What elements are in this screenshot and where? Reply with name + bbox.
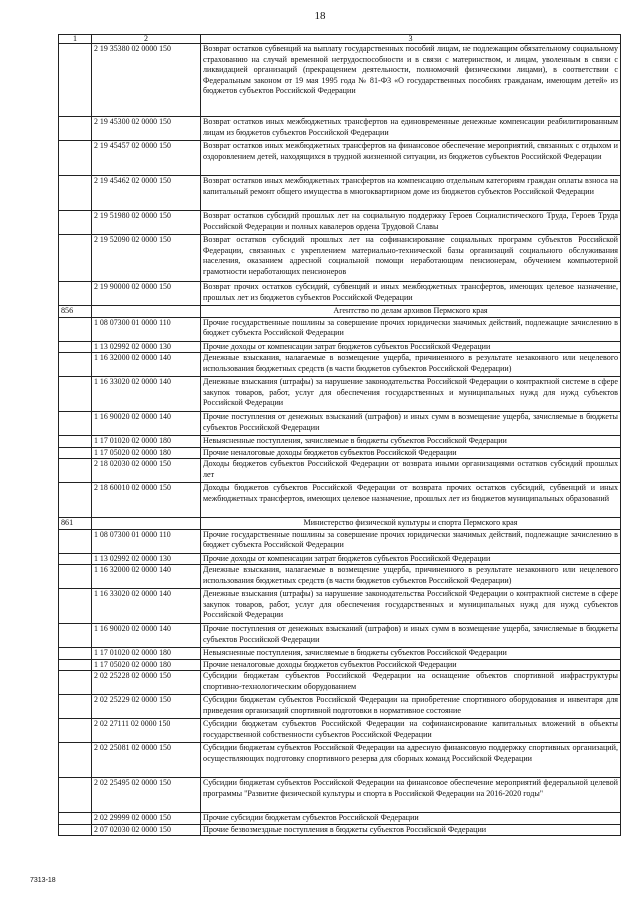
admin-code-cell: 856 xyxy=(59,306,92,318)
admin-code-cell xyxy=(59,447,92,459)
revenue-code-cell: 2 19 90000 02 0000 150 xyxy=(92,282,201,306)
admin-code-cell xyxy=(59,282,92,306)
table-row xyxy=(59,412,621,436)
revenue-description-cell: Субсидии бюджетам субъектов Российской Федерации на оснащение объектов спортивной инфраструктуры спортивно-технологическим оборудованием xyxy=(201,671,621,695)
revenue-description-cell: Денежные взыскания, налагаемые в возмещение ущерба, причиненного в результате незаконного или нецелевого использования бюджетных средств (в части бюджетов субъектов Российской Федерации) xyxy=(201,565,621,589)
revenue-description-cell: Возврат остатков иных межбюджетных трансфертов на единовременные денежные компенсации реабилитированным лицам из бюджетов субъектов Российской Федерации xyxy=(201,117,621,141)
admin-code-cell xyxy=(59,778,92,813)
revenue-code-cell: 2 19 35380 02 0000 150 xyxy=(92,44,201,117)
admin-code-cell xyxy=(59,141,92,176)
revenue-code-cell: 2 02 25228 02 0000 150 xyxy=(92,671,201,695)
revenue-code-cell xyxy=(92,518,201,530)
admin-code-cell xyxy=(59,529,92,553)
revenue-description-cell: Прочие неналоговые доходы бюджетов субъектов Российской Федерации xyxy=(201,447,621,459)
revenue-code-cell: 1 16 33020 02 0000 140 xyxy=(92,377,201,412)
revenue-description-cell: Прочие государственные пошлины за совершение прочих юридически значимых действий, подлежащие зачислению в бюджет субъекта Российской Федерации xyxy=(201,317,621,341)
admin-code-cell xyxy=(59,589,92,624)
admin-code-cell xyxy=(59,317,92,341)
table-row xyxy=(59,813,621,825)
revenue-code-cell: 1 13 02992 02 0000 130 xyxy=(92,553,201,565)
revenue-description-cell: Денежные взыскания (штрафы) за нарушение законодательства Российской Федерации о контрактной системе в сфере закупок товаров, работ, услуг для обеспечения государственных и муниципальных нужд для нужд субъектов Российской Федерации xyxy=(201,589,621,624)
admin-code-cell xyxy=(59,341,92,353)
table-row xyxy=(59,483,621,518)
revenue-description-cell: Невыясненные поступления, зачисляемые в бюджеты субъектов Российской Федерации xyxy=(201,436,621,448)
revenue-code-cell: 1 08 07300 01 0000 110 xyxy=(92,317,201,341)
table-row xyxy=(59,353,621,377)
admin-code-cell xyxy=(59,377,92,412)
revenue-description-cell: Прочие доходы от компенсации затрат бюджетов субъектов Российской Федерации xyxy=(201,553,621,565)
revenue-description-cell: Прочие безвозмездные поступления в бюджеты субъектов Российской Федерации xyxy=(201,824,621,836)
revenue-description-cell: Прочие субсидии бюджетам субъектов Российской Федерации xyxy=(201,813,621,825)
table-row xyxy=(59,44,621,117)
revenue-code-cell: 2 02 25081 02 0000 150 xyxy=(92,743,201,778)
revenue-description-cell: Прочие доходы от компенсации затрат бюджетов субъектов Российской Федерации xyxy=(201,341,621,353)
table-header-row xyxy=(59,35,621,44)
header-col-1: 1 xyxy=(59,35,92,44)
table-row xyxy=(59,824,621,836)
admin-code-cell xyxy=(59,824,92,836)
admin-code-cell xyxy=(59,353,92,377)
admin-code-cell xyxy=(59,44,92,117)
table-row xyxy=(59,447,621,459)
revenue-code-cell: 2 19 45300 02 0000 150 xyxy=(92,117,201,141)
admin-code-cell xyxy=(59,412,92,436)
revenue-description-cell: Денежные взыскания (штрафы) за нарушение законодательства Российской Федерации о контрактной системе в сфере закупок товаров, работ, услуг для обеспечения государственных и муниципальных нужд для нужд субъектов Российской Федерации xyxy=(201,377,621,412)
revenue-code-cell: 1 16 90020 02 0000 140 xyxy=(92,412,201,436)
admin-code-cell xyxy=(59,211,92,235)
revenue-description-cell: Субсидии бюджетам субъектов Российской Федерации на финансовое обеспечение мероприятий федеральной целевой программы "Развитие физической культуры и спорта в Российской Федерации на 2016-2020 годы" xyxy=(201,778,621,813)
revenue-code-cell: 2 19 45457 02 0000 150 xyxy=(92,141,201,176)
revenue-code-cell: 2 19 51980 02 0000 150 xyxy=(92,211,201,235)
admin-code-cell xyxy=(59,719,92,743)
revenue-code-cell: 2 18 02030 02 0000 150 xyxy=(92,459,201,483)
revenue-code-cell: 1 17 05020 02 0000 180 xyxy=(92,659,201,671)
revenue-description-cell: Субсидии бюджетам субъектов Российской Федерации на софинансирование капитальных вложений в объекты государственной собственности субъектов Российской Федерации xyxy=(201,719,621,743)
revenue-codes-table xyxy=(58,34,621,836)
admin-code-cell xyxy=(59,648,92,660)
revenue-description-cell: Невыясненные поступления, зачисляемые в бюджеты субъектов Российской Федерации xyxy=(201,648,621,660)
revenue-code-cell xyxy=(92,306,201,318)
admin-code-cell xyxy=(59,176,92,211)
revenue-description-cell: Денежные взыскания, налагаемые в возмещение ущерба, причиненного в результате незаконного или нецелевого использования бюджетных средств (в части бюджетов субъектов Российской Федерации) xyxy=(201,353,621,377)
header-col-2: 2 xyxy=(92,35,201,44)
revenue-code-cell: 2 02 27111 02 0000 150 xyxy=(92,719,201,743)
revenue-code-cell: 1 13 02992 02 0000 130 xyxy=(92,341,201,353)
section-title-cell: Агентство по делам архивов Пермского края xyxy=(201,306,621,318)
revenue-code-cell: 2 18 60010 02 0000 150 xyxy=(92,483,201,518)
table-row xyxy=(59,211,621,235)
table-row xyxy=(59,459,621,483)
admin-code-cell xyxy=(59,659,92,671)
admin-code-cell xyxy=(59,671,92,695)
footer-document-code: 7313-18 xyxy=(30,877,56,884)
revenue-description-cell: Возврат остатков иных межбюджетных трансфертов на финансовое обеспечение мероприятий, связанных с отдыхом и оздоровлением детей, находящихся в трудной жизненной ситуации, из бюджетов субъектов Российской Федерации xyxy=(201,141,621,176)
revenue-code-cell: 1 16 33020 02 0000 140 xyxy=(92,589,201,624)
revenue-description-cell: Прочие неналоговые доходы бюджетов субъектов Российской Федерации xyxy=(201,659,621,671)
page-number: 18 xyxy=(314,10,326,22)
revenue-description-cell: Прочие поступления от денежных взысканий (штрафов) и иных сумм в возмещение ущерба, зачисляемые в бюджеты субъектов Российской Федерации xyxy=(201,412,621,436)
revenue-code-cell: 2 02 25495 02 0000 150 xyxy=(92,778,201,813)
table-body xyxy=(59,35,621,836)
revenue-code-cell: 1 17 01020 02 0000 180 xyxy=(92,436,201,448)
revenue-description-cell: Субсидии бюджетам субъектов Российской Федерации на приобретение спортивного оборудования и инвентаря для приведения организаций спортивной подготовки в нормативное состояние xyxy=(201,695,621,719)
revenue-code-cell: 1 16 32000 02 0000 140 xyxy=(92,565,201,589)
revenue-description-cell: Доходы бюджетов субъектов Российской Федерации от возврата прочих остатков субсидий, субвенций и иных межбюджетных трансфертов, имеющих целевое назначение, прошлых лет из бюджетов муниципальных образований xyxy=(201,483,621,518)
revenue-code-cell: 2 02 29999 02 0000 150 xyxy=(92,813,201,825)
revenue-description-cell: Возврат прочих остатков субсидий, субвенций и иных межбюджетных трансфертов, имеющих целевое назначение, прошлых лет из бюджетов субъектов Российской Федерации xyxy=(201,282,621,306)
header-col-3: 3 xyxy=(201,35,621,44)
revenue-code-cell: 1 16 32000 02 0000 140 xyxy=(92,353,201,377)
revenue-code-cell: 2 07 02030 02 0000 150 xyxy=(92,824,201,836)
table-row xyxy=(59,141,621,176)
table-row xyxy=(59,317,621,341)
table-row xyxy=(59,436,621,448)
admin-code-cell xyxy=(59,459,92,483)
table-row xyxy=(59,377,621,412)
admin-code-cell xyxy=(59,813,92,825)
table-row xyxy=(59,565,621,589)
table-row xyxy=(59,671,621,695)
table-row xyxy=(59,648,621,660)
revenue-code-cell: 1 08 07300 01 0000 110 xyxy=(92,529,201,553)
table-row xyxy=(59,624,621,648)
admin-code-cell xyxy=(59,483,92,518)
revenue-code-cell: 1 16 90020 02 0000 140 xyxy=(92,624,201,648)
table-row xyxy=(59,719,621,743)
table-row xyxy=(59,529,621,553)
table-row xyxy=(59,117,621,141)
table-row xyxy=(59,743,621,778)
table-row xyxy=(59,659,621,671)
admin-code-cell xyxy=(59,624,92,648)
admin-code-cell xyxy=(59,743,92,778)
table-row xyxy=(59,341,621,353)
section-row xyxy=(59,306,621,318)
table-row xyxy=(59,235,621,282)
revenue-description-cell: Субсидии бюджетам субъектов Российской Федерации на адресную финансовую поддержку спортивных организаций, осуществляющих подготовку спортивного резерва для сборных команд Российской Федерации xyxy=(201,743,621,778)
revenue-description-cell: Возврат остатков субсидий прошлых лет на софинансирование социальных программ субъектов Российской Федерации, связанных с укреплением материально-технической базы организаций социального обслуживания населения, оказанием адресной социальной помощи неработающим пенсионерам, обучением компьютерной грамотности неработающих пенсионеров xyxy=(201,235,621,282)
admin-code-cell xyxy=(59,565,92,589)
revenue-description-cell: Возврат остатков иных межбюджетных трансфертов на компенсацию отдельным категориям граждан оплаты взноса на капитальный ремонт общего имущества в многоквартирном доме из бюджетов субъектов Российской Федерации xyxy=(201,176,621,211)
revenue-code-cell: 2 19 45462 02 0000 150 xyxy=(92,176,201,211)
revenue-code-cell: 2 19 52090 02 0000 150 xyxy=(92,235,201,282)
revenue-description-cell: Возврат остатков субсидий прошлых лет на социальную поддержку Героев Социалистического Труда, Героев Труда Российской Федерации и полных кавалеров ордена Трудовой Славы xyxy=(201,211,621,235)
table-row xyxy=(59,553,621,565)
revenue-code-cell: 1 17 01020 02 0000 180 xyxy=(92,648,201,660)
section-row xyxy=(59,518,621,530)
admin-code-cell xyxy=(59,117,92,141)
table-row xyxy=(59,589,621,624)
revenue-description-cell: Прочие государственные пошлины за совершение прочих юридически значимых действий, подлежащие зачислению в бюджет субъекта Российской Федерации xyxy=(201,529,621,553)
admin-code-cell xyxy=(59,695,92,719)
admin-code-cell: 861 xyxy=(59,518,92,530)
table-row xyxy=(59,176,621,211)
section-title-cell: Министерство физической культуры и спорта Пермского края xyxy=(201,518,621,530)
revenue-code-cell: 1 17 05020 02 0000 180 xyxy=(92,447,201,459)
revenue-description-cell: Прочие поступления от денежных взысканий (штрафов) и иных сумм в возмещение ущерба, зачисляемые в бюджеты субъектов Российской Федерации xyxy=(201,624,621,648)
admin-code-cell xyxy=(59,235,92,282)
revenue-description-cell: Возврат остатков субвенций на выплату государственных пособий лицам, не подлежащим обязательному социальному страхованию на случай временной нетрудоспособности и в связи с материнством, и лицам, уволенным в связи с ликвидацией организаций (прекращением деятельности, полномочий физическими лицами), в соответствии с Федеральным законом от 19 мая 1995 года № 81-ФЗ «О государственных пособиях гражданам, имеющим детей» из бюджетов субъектов Российской Федерации xyxy=(201,44,621,117)
table-row xyxy=(59,282,621,306)
table-row xyxy=(59,695,621,719)
admin-code-cell xyxy=(59,436,92,448)
revenue-description-cell: Доходы бюджетов субъектов Российской Федерации от возврата иными организациями остатков субсидий прошлых лет xyxy=(201,459,621,483)
revenue-code-cell: 2 02 25229 02 0000 150 xyxy=(92,695,201,719)
admin-code-cell xyxy=(59,553,92,565)
table-row xyxy=(59,778,621,813)
